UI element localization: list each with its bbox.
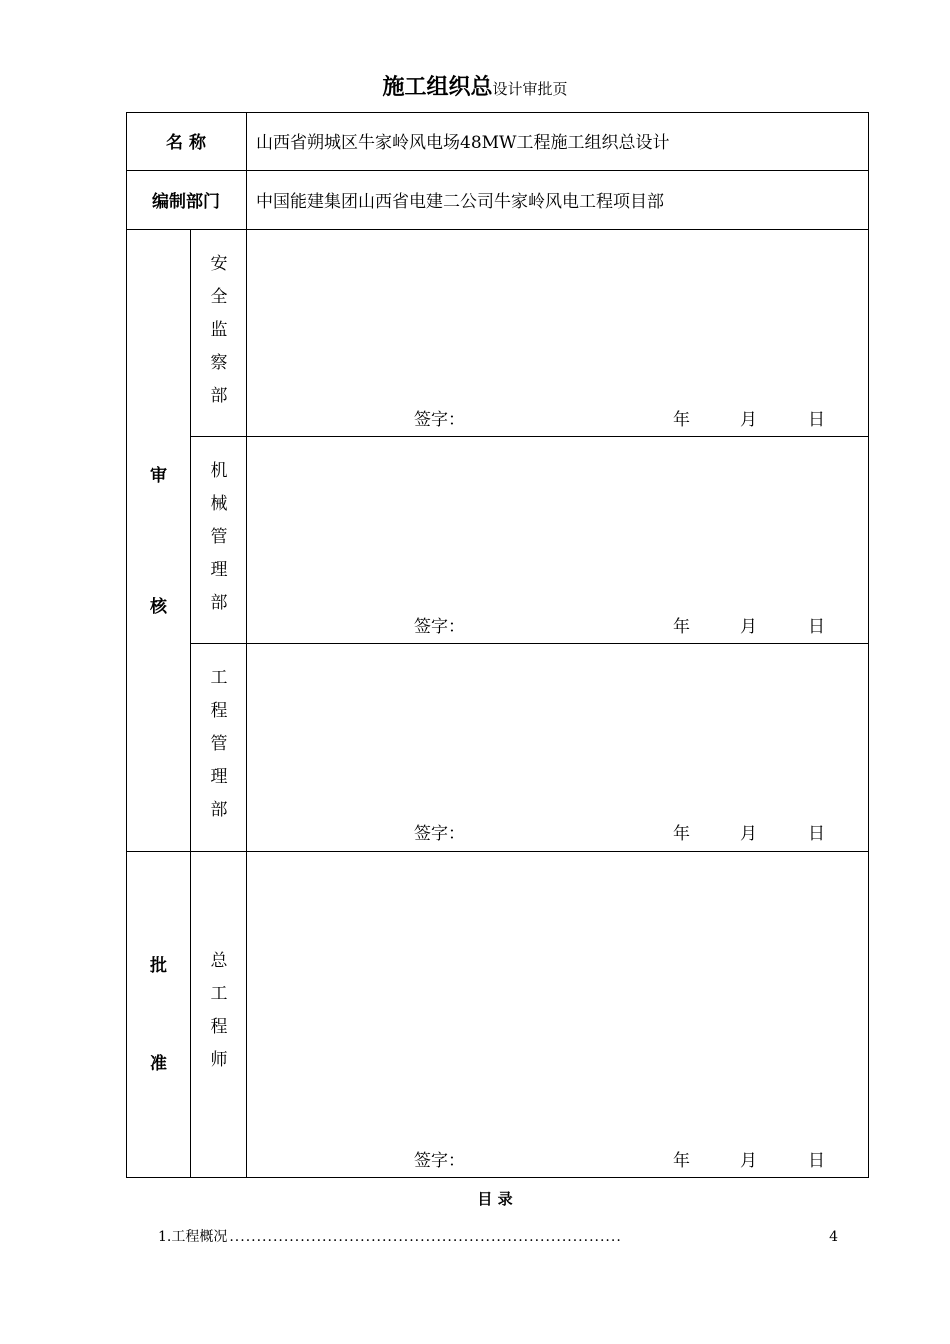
year-label: 年 bbox=[673, 824, 690, 844]
day-label: 日 bbox=[808, 824, 825, 844]
sign-label: 签字： bbox=[414, 824, 465, 844]
name-label: 名 称 bbox=[166, 133, 206, 153]
toc-leader-dots: ........................................................................ bbox=[229, 1229, 622, 1245]
section-chief-engineer: 总工程师 bbox=[210, 951, 228, 1070]
approve-label-1: 批 bbox=[150, 956, 167, 976]
year-label: 年 bbox=[673, 617, 690, 637]
review-label-1: 审 bbox=[150, 466, 167, 486]
title-sub: 设计审批页 bbox=[492, 80, 568, 98]
column-divider bbox=[190, 229, 191, 1178]
section-machinery-dept: 机械管理部 bbox=[210, 461, 228, 613]
dept-label: 编制部门 bbox=[152, 192, 220, 212]
title-main: 施工组织总 bbox=[382, 75, 493, 100]
toc-item-label: 1.工程概况 bbox=[158, 1229, 228, 1245]
name-value: 山西省朔城区牛家岭风电场48MW工程施工组织总设计 bbox=[256, 133, 670, 153]
sign-label: 签字： bbox=[414, 410, 465, 430]
month-label: 月 bbox=[740, 824, 757, 844]
approve-label-2: 准 bbox=[150, 1054, 167, 1074]
review-label-2: 核 bbox=[150, 597, 167, 617]
section-engineering-dept: 工程管理部 bbox=[210, 668, 228, 820]
row-divider bbox=[190, 436, 869, 437]
toc-item[interactable] bbox=[158, 1226, 838, 1246]
year-label: 年 bbox=[673, 410, 690, 430]
month-label: 月 bbox=[740, 617, 757, 637]
year-label: 年 bbox=[673, 1151, 690, 1171]
table-border-top bbox=[126, 112, 869, 113]
sign-label: 签字： bbox=[414, 617, 465, 637]
day-label: 日 bbox=[808, 410, 825, 430]
month-label: 月 bbox=[740, 1151, 757, 1171]
table-border-right bbox=[868, 112, 869, 1178]
row-divider bbox=[190, 643, 869, 644]
section-safety-dept: 安全监察部 bbox=[210, 254, 228, 406]
toc-item-page: 4 bbox=[829, 1229, 838, 1245]
row-divider bbox=[126, 229, 869, 230]
day-label: 日 bbox=[808, 617, 825, 637]
sign-label: 签字： bbox=[414, 1151, 465, 1171]
toc-title: 目 录 bbox=[477, 1190, 513, 1208]
day-label: 日 bbox=[808, 1151, 825, 1171]
month-label: 月 bbox=[740, 410, 757, 430]
row-divider bbox=[126, 170, 869, 171]
table-border-left bbox=[126, 112, 127, 1178]
column-divider bbox=[246, 112, 247, 1178]
row-divider bbox=[126, 851, 869, 852]
dept-value: 中国能建集团山西省电建二公司牛家岭风电工程项目部 bbox=[256, 192, 664, 212]
table-border-bottom bbox=[126, 1177, 869, 1178]
page-title bbox=[0, 70, 950, 101]
